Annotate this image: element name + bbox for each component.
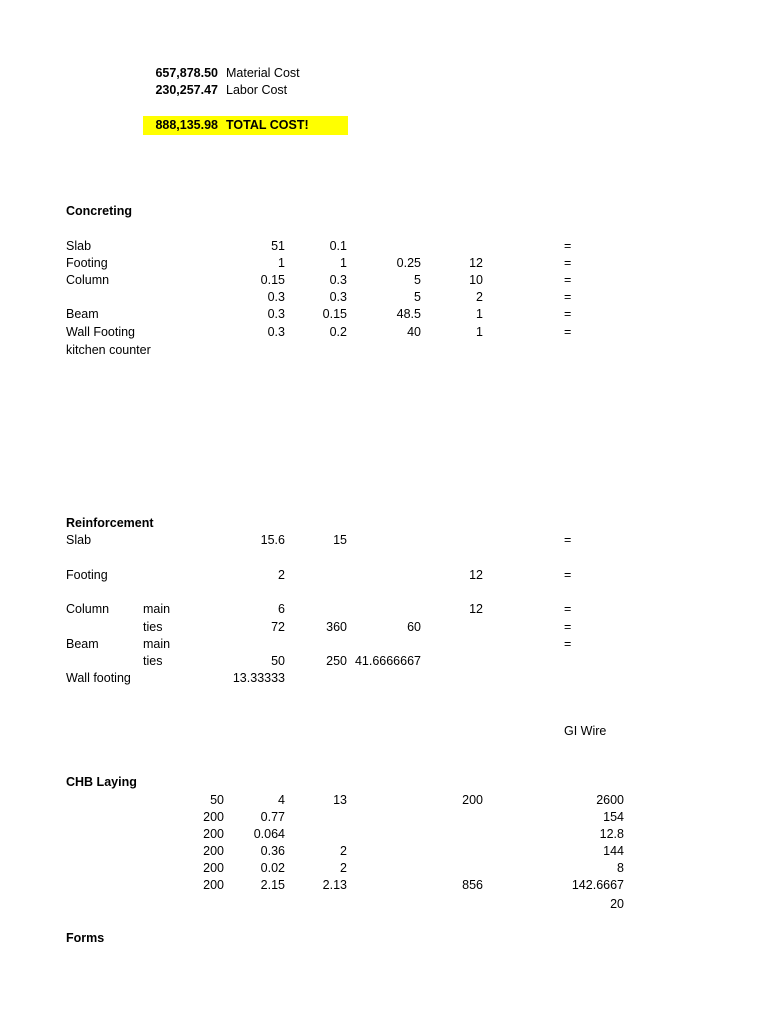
concreting-cell: 0.3 [329,290,347,304]
concreting-row-label: Wall Footing [66,325,136,339]
concreting-row-label: kitchen counter [66,343,151,357]
concreting-cell: 10 [469,273,483,287]
labor-cost-label: Labor Cost [226,83,288,97]
chb-cell: 856 [462,878,483,892]
equals-sign: = [564,325,572,339]
reinforcement-cell: 12 [469,602,483,616]
reinforcement-cell: 6 [278,602,285,616]
chb-cell: 142.6667 [571,878,624,892]
material-cost-amount: 657,878.50 [155,66,218,80]
equals-sign: = [564,568,572,582]
gi-wire-label: GI Wire [564,724,607,738]
equals-sign: = [564,273,572,287]
concreting-cell: 12 [469,256,483,270]
reinforcement-row-label: Footing [66,568,108,582]
concreting-row-label: Slab [66,239,92,253]
reinforcement-sub-label: ties [143,654,163,668]
equals-sign: = [564,290,572,304]
concreting-cell: 5 [414,290,421,304]
reinforcement-cell: 15 [333,533,347,547]
equals-sign: = [564,602,572,616]
reinforcement-row-label: Column [66,602,110,616]
chb-cell: 2.15 [260,878,285,892]
chb-cell: 50 [210,793,224,807]
equals-sign: = [564,256,572,270]
concreting-row-label: Footing [66,256,108,270]
reinforcement-cell: 50 [271,654,285,668]
concreting-cell: 40 [407,325,421,339]
concreting-cell: 5 [414,273,421,287]
concreting-cell: 1 [476,307,483,321]
concreting-cell: 0.25 [396,256,421,270]
reinforcement-cell: 12 [469,568,483,582]
chb-cell: 200 [203,827,224,841]
concreting-cell: 51 [271,239,285,253]
reinforcement-sub-label: ties [143,620,163,634]
reinforcement-cell: 2 [278,568,285,582]
chb-cell: 154 [603,810,624,824]
chb-cell: 8 [617,861,624,875]
concreting-cell: 1 [278,256,285,270]
chb-cell: 200 [203,878,224,892]
concreting-cell: 1 [340,256,347,270]
chb-cell: 0.36 [260,844,285,858]
chb-cell: 200 [203,810,224,824]
concreting-cell: 0.3 [329,273,347,287]
chb-cell: 0.02 [260,861,285,875]
reinforcement-cell: 360 [326,620,347,634]
chb-cell: 4 [278,793,285,807]
equals-sign: = [564,637,572,651]
chb-cell: 2 [340,861,347,875]
reinforcement-cell: 250 [326,654,347,668]
forms-heading: Forms [66,931,105,945]
reinforcement-row-label: Beam [66,637,99,651]
chb-cell: 12.8 [599,827,624,841]
chb-cell: 0.064 [253,827,285,841]
concreting-cell: 48.5 [396,307,421,321]
chb-cell: 144 [603,844,624,858]
equals-sign: = [564,307,572,321]
material-cost-label: Material Cost [226,66,300,80]
chb-cell: 200 [203,844,224,858]
labor-cost-amount: 230,257.47 [155,83,218,97]
chb-cell: 13 [333,793,347,807]
concreting-cell: 0.15 [260,273,285,287]
chb-cell: 200 [462,793,483,807]
reinforcement-cell: 41.6666667 [354,654,421,668]
concreting-heading: Concreting [66,204,132,218]
concreting-cell: 0.1 [329,239,347,253]
equals-sign: = [564,533,572,547]
reinforcement-cell: 13.33333 [232,671,285,685]
concreting-cell: 0.15 [322,307,347,321]
concreting-cell: 0.2 [329,325,347,339]
concreting-cell: 0.3 [267,325,285,339]
concreting-cell: 2 [476,290,483,304]
chb-cell: 0.77 [260,810,285,824]
reinforcement-heading: Reinforcement [66,516,154,530]
chb-cell: 2.13 [322,878,347,892]
equals-sign: = [564,620,572,634]
chb-cell: 2600 [596,793,624,807]
chb-laying-heading: CHB Laying [66,775,137,789]
reinforcement-cell: 15.6 [260,533,285,547]
chb-cell: 20 [610,897,624,911]
concreting-cell: 0.3 [267,307,285,321]
concreting-row-label: Column [66,273,110,287]
concreting-row-label: Beam [66,307,99,321]
concreting-cell: 0.3 [267,290,285,304]
total-cost-amount: 888,135.98 [155,118,218,132]
total-cost-label: TOTAL COST! [226,118,309,132]
equals-sign: = [564,239,572,253]
chb-cell: 2 [340,844,347,858]
reinforcement-row-label: Slab [66,533,92,547]
reinforcement-row-label: Wall footing [66,671,131,685]
concreting-cell: 1 [476,325,483,339]
reinforcement-cell: 72 [271,620,285,634]
reinforcement-cell: 60 [407,620,421,634]
chb-cell: 200 [203,861,224,875]
reinforcement-sub-label: main [143,602,171,616]
reinforcement-sub-label: main [143,637,171,651]
